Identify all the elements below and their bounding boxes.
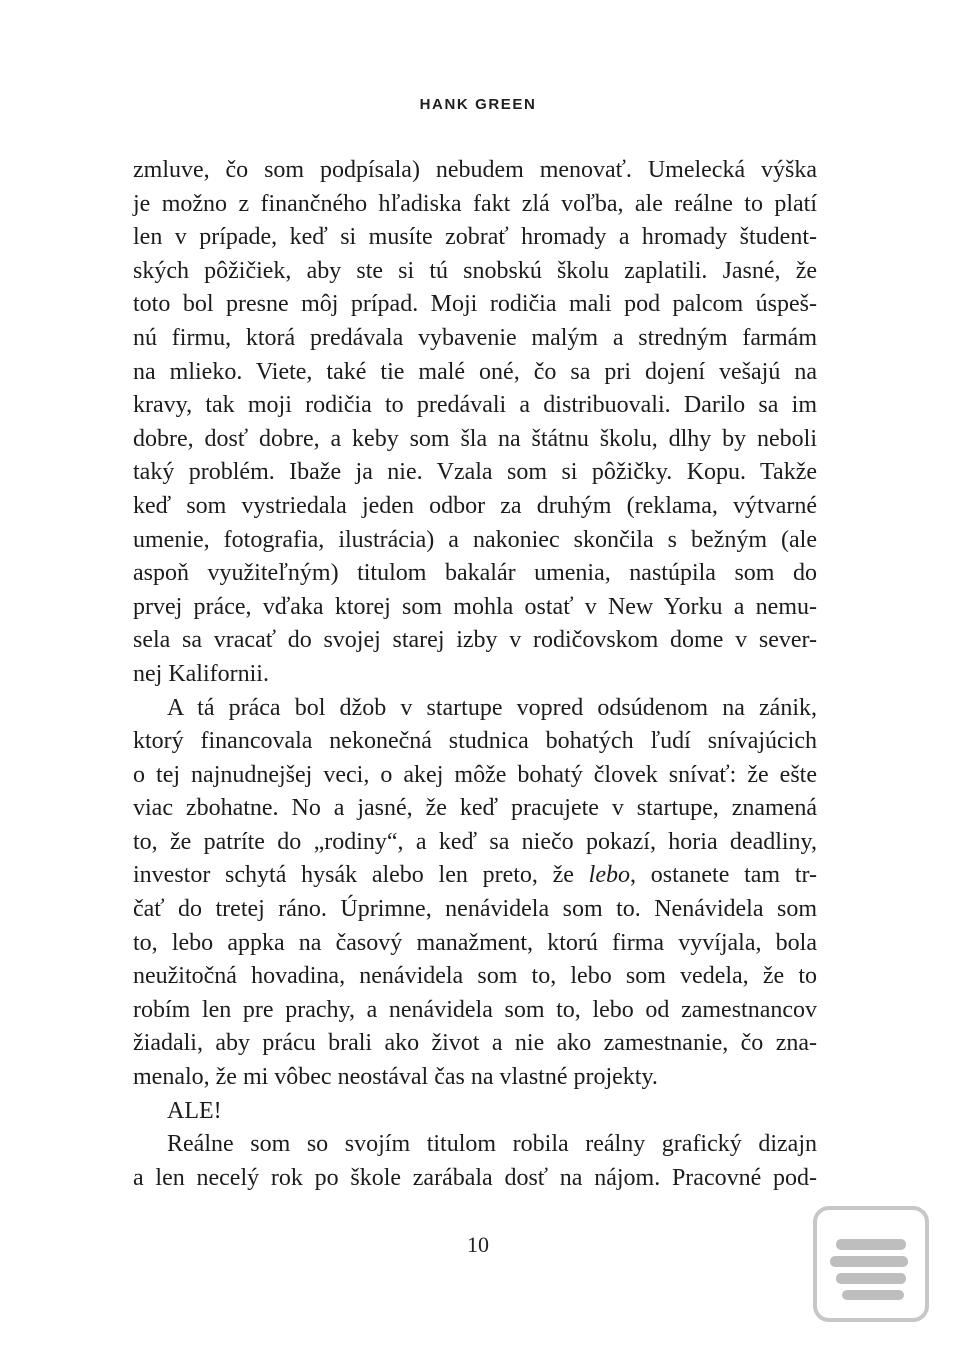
text-line: ských pôžičiek, aby ste si tú snobskú školu zaplatili. Jasné, že (133, 257, 817, 284)
books-stack-icon (812, 1205, 930, 1323)
text-line-with-italic (133, 859, 817, 893)
text-line: robím len pre prachy, a nenávidela som to, lebo od zamestnancov (133, 996, 817, 1023)
text-line: prvej práce, vďaka ktorej som mohla ostať v New Yorku a nemu- (133, 593, 817, 620)
text-line: ktorý financovala nekonečná studnica bohatých ľudí snívajúcich (133, 728, 817, 755)
text-line: to, že patríte do „rodiny“, a keď sa niečo pokazí, horia deadliny, (133, 828, 817, 855)
text-line: ALE! (167, 1097, 222, 1124)
text-line: umenie, fotografia, ilustrácia) a nakoniec skončila s bežným (ale (133, 526, 817, 553)
text-line: zmluve, čo som podpísala) nebudem menovať. Umelecká výška (133, 157, 817, 183)
text-line: neužitočná hovadina, nenávidela som to, lebo som vedela, že to (133, 963, 817, 990)
body-text (133, 154, 817, 1195)
text-line: čať do tretej ráno. Úprimne, nenávidela som to. Nenávidela som (133, 896, 817, 923)
text-line: menalo, že mi vôbec neostával čas na vlastné projekty. (133, 1064, 658, 1091)
text-line: Reálne som so svojím titulom robila reálny grafický dizajn (167, 1131, 817, 1158)
text-line: na mlieko. Viete, také tie malé oné, čo sa pri dojení vešajú na (133, 358, 817, 385)
text-line: o tej najnudnejšej veci, o akej môže bohatý človek snívať: že ešte (133, 761, 817, 788)
text-line: len v prípade, keď si musíte zobrať hromady a hromady študent- (133, 224, 817, 251)
text-line: A tá práca bol džob v startupe vopred odsúdenom na zánik, (167, 694, 817, 721)
page-number: 10 (467, 1232, 489, 1257)
text-segment: investor schytá hysák alebo len preto, že (133, 862, 589, 889)
text-line: nej Kalifornii. (133, 660, 269, 687)
text-line: taký problém. Ibaže ja nie. Vzala som si pôžičky. Kopu. Takže (133, 459, 817, 486)
italic-word: lebo (588, 862, 630, 889)
text-line: toto bol presne môj prípad. Moji rodičia mali pod palcom úspeš- (133, 291, 817, 318)
text-line: viac zbohatne. No a jasné, že keď pracujete v startupe, znamená (133, 795, 817, 822)
text-segment: , ostanete tam tr- (630, 862, 817, 889)
text-line: žiadali, aby prácu brali ako život a nie ako zamestnanie, čo zna- (133, 1030, 817, 1057)
text-line: dobre, dosť dobre, a keby som šla na štátnu školu, dlhy by neboli (133, 425, 817, 452)
text-line: aspoň využiteľným) titulom bakalár umenia, nastúpila som do (133, 560, 817, 587)
text-line: nú firmu, ktorá predávala vybavenie malým a stredným farmám (133, 324, 817, 351)
text-line: je možno z finančného hľadiska fakt zlá voľba, ale reálne to platí (133, 190, 817, 217)
running-head: HANK GREEN (419, 96, 537, 113)
text-line: to, lebo appka na časový manažment, ktorú firma vyvíjala, bola (133, 929, 817, 956)
text-line: a len necelý rok po škole zarábala dosť na nájom. Pracovné pod- (133, 1164, 817, 1191)
text-line: keď som vystriedala jeden odbor za druhým (reklama, výtvarné (133, 492, 817, 519)
text-line: sela sa vracať do svojej starej izby v rodičovskom dome v sever- (133, 627, 817, 654)
text-line: kravy, tak moji rodičia to predávali a distribuovali. Darilo sa im (133, 392, 817, 419)
